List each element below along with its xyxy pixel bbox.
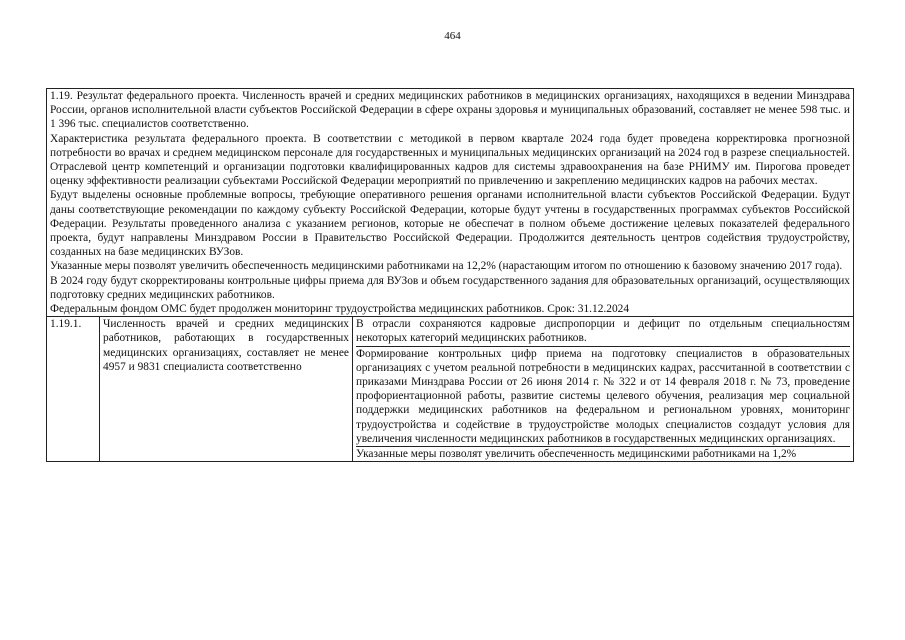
admission-figures-paragraph: В 2024 году будут скорректированы контрольные цифры приема для ВУЗов и объем государственного задания для образовательных организаций, осуществляющих подготовку средних медицинских работников. xyxy=(50,274,850,301)
description-disproportion: В отрасли сохраняются кадровые диспропорции и дефицит по отдельным специальностям некоторых категорий медицинских работников. xyxy=(356,317,850,346)
table-row xyxy=(47,317,853,461)
row-indicator: Численность врачей и средних медицинских работников, работающих в государственных медицинских организациях, составляет не менее 4957 и 9831 специалиста соответственно xyxy=(100,317,353,461)
description-measures: Указанные меры позволят увеличить обеспеченность медицинскими работниками на 1,2% xyxy=(356,448,797,461)
result-title: 1.19. Результат федерального проекта. Численность врачей и средних медицинских работников в медицинских организациях, находящихся в ведении Минздрава России, органов исполнительной власти субъектов Российской Федерации в сфере охраны здоровья и муниципальных образований, составляет не менее 598 тыс. и 1 396 тыс. специалистов соответственно. xyxy=(50,90,850,131)
problem-issues-paragraph: Будут выделены основные проблемные вопросы, требующие оперативного решения органами исполнительной власти субъектов Российской Федерации. Будут даны соответствующие рекомендации по каждому субъекту Российской Федерации, которые будут учтены в государственных программах субъектов Российской Федерации. Результаты проведенного анализа с указанием регионов, которые не обеспечат в полном объеме достижение целевых показателей федерального проекта, будут направлены Минздравом России в Правительство Российской Федерации. Продолжится деятельность центров содействия трудоустройству, созданных на базе медицинских ВУЗов. xyxy=(50,189,850,259)
result-characteristic: Характеристика результата федерального проекта. В соответствии с методикой в первом квартале 2024 года будет проведена корректировка прогнозной потребности во врачах и среднем медицинском персонале для государственных и муниципальных медицинских организаций на 2024 год в разрезе специальностей. Отраслевой центр компетенций и организации подготовки квалифицированных кадров для системы здравоохранения на базе РНИМУ им. Пирогова проведет оценку эффективности реализации субъектами Российской Федерации мероприятий по привлечению и закреплению медицинских кадров на рабочих местах. xyxy=(50,132,850,188)
row-code: 1.19.1. xyxy=(47,317,100,461)
measures-paragraph: Указанные меры позволят увеличить обеспеченность медицинскими работниками на 12,2% (нарастающим итогом по отношению к базовому значению 2017 года). xyxy=(50,260,843,273)
result-section xyxy=(47,89,853,317)
description-admission-planning: Формирование контрольных цифр приема на подготовку специалистов в образовательных организациях с учетом реальной потребности в медицинских кадрах, рассчитанной в соответствии с приказами Минздрава России от 26 июня 2014 г. № 322 и от 14 февраля 2018 г. № 73, проведение профориентационной работы, развитие системы целевого обучения, реализация мер социальной поддержки медицинских работников на федеральном и региональном уровнях, мониторинг трудоустройства и содействие в трудоустройстве молодых специалистов создадут условия для увеличения численности медицинских работников в государственных медицинских организациях. xyxy=(356,347,850,447)
page-number: 464 xyxy=(444,30,461,42)
project-table xyxy=(46,88,854,462)
row-description xyxy=(353,317,853,461)
monitoring-paragraph: Федеральным фондом ОМС будет продолжен мониторинг трудоустройства медицинских работников. Срок: 31.12.2024 xyxy=(50,303,630,316)
